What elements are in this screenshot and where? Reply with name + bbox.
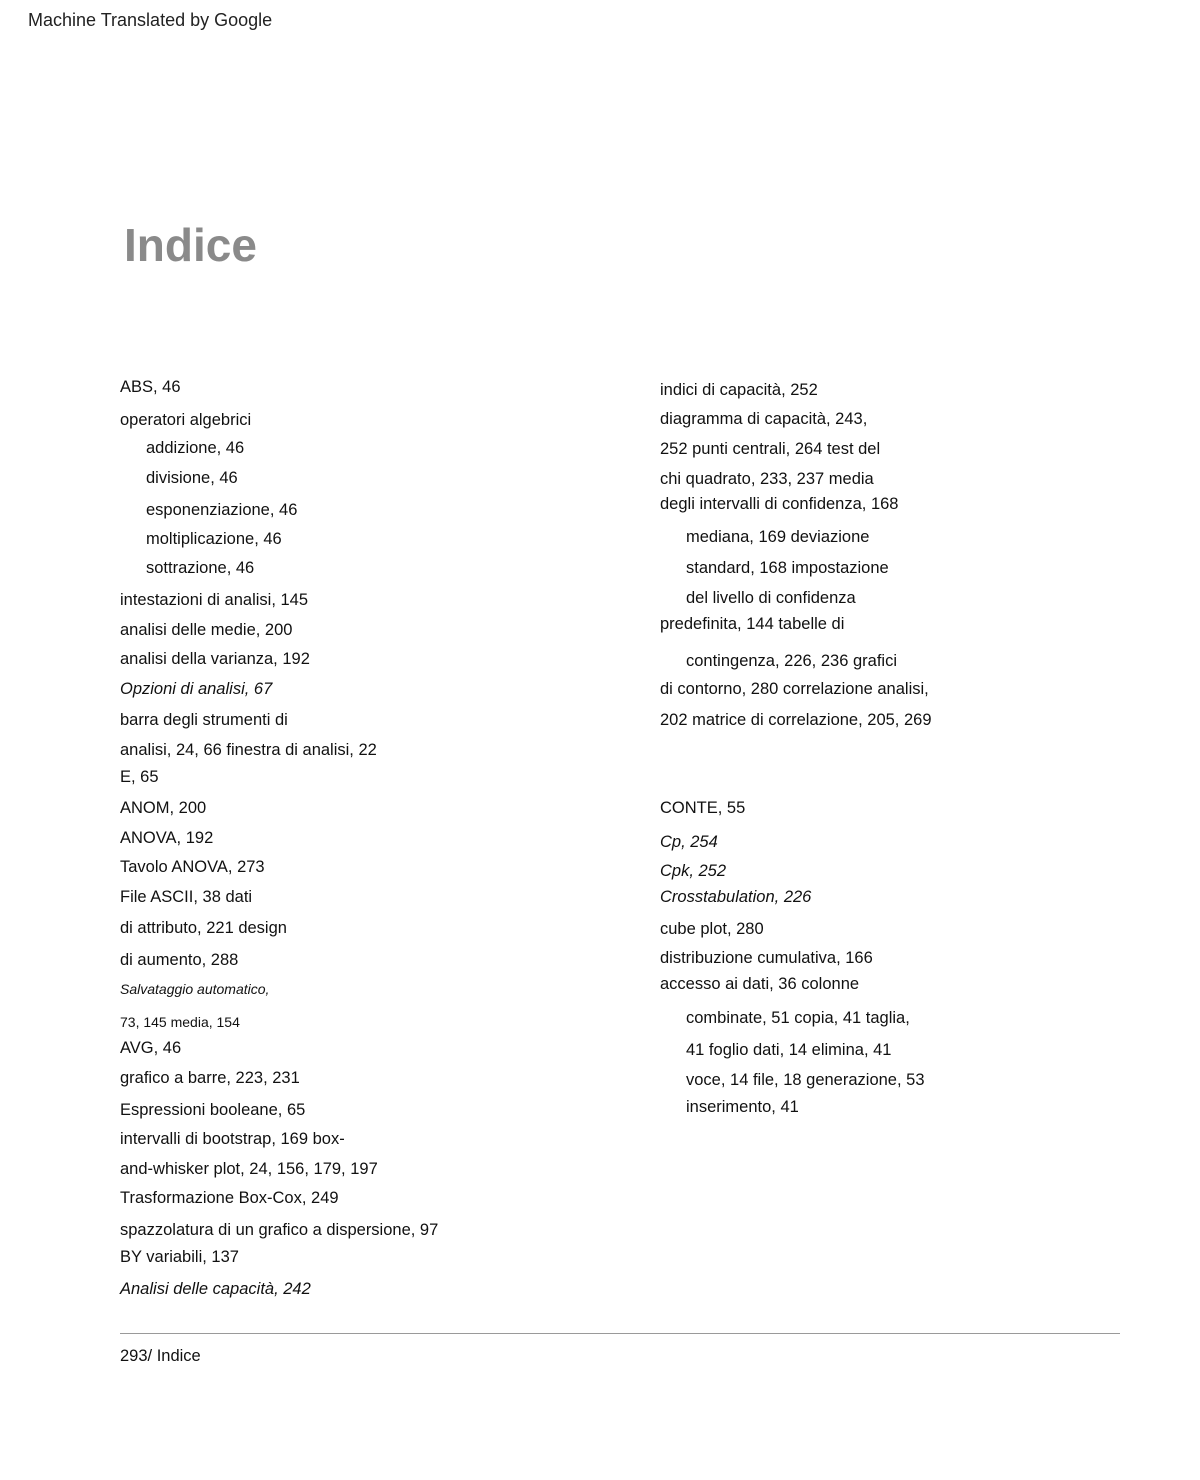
index-subentry: standard, 168 impostazione [686,559,889,577]
index-entry: cube plot, 280 [660,920,764,938]
machine-translation-banner: Machine Translated by Google [28,10,273,30]
index-entry: Trasformazione Box-Cox, 249 [120,1189,339,1207]
page-footer: 293/ Indice [120,1347,201,1365]
index-subentry: divisione, 46 [146,469,238,487]
index-entry: Espressioni booleane, 65 [120,1101,306,1119]
index-entry: barra degli strumenti di [120,711,288,729]
index-entry: distribuzione cumulativa, 166 [660,949,873,967]
index-subentry: voce, 14 file, 18 generazione, 53 [686,1071,925,1089]
index-entry: di contorno, 280 correlazione analisi, [660,680,929,698]
index-subentry: combinate, 51 copia, 41 taglia, [686,1009,910,1027]
index-entry: indici di capacità, 252 [660,381,818,399]
index-entry: chi quadrato, 233, 237 media [660,470,874,488]
index-entry: 252 punti centrali, 264 test del [660,440,881,458]
index-entry: analisi della varianza, 192 [120,650,310,668]
index-entry: degli intervalli di confidenza, 168 [660,495,899,513]
index-subentry: del livello di confidenza [686,589,856,607]
footer-divider [120,1333,1120,1334]
index-entry: operatori algebrici [120,411,252,429]
index-entry: AVG, 46 [120,1039,182,1057]
index-entry: Opzioni di analisi, 67 [120,680,273,698]
index-entry: 202 matrice di correlazione, 205, 269 [660,711,932,729]
index-entry: diagramma di capacità, 243, [660,410,868,428]
index-entry: ANOM, 200 [120,799,207,817]
index-entry: Crosstabulation, 226 [660,888,812,906]
index-entry: File ASCII, 38 dati [120,888,253,906]
index-entry: CONTE, 55 [660,799,746,817]
index-subentry: sottrazione, 46 [146,559,255,577]
index-subentry: addizione, 46 [146,439,245,457]
index-entry: di attributo, 221 design [120,919,287,937]
index-entry: di aumento, 288 [120,951,239,969]
index-entry: 73, 145 media, 154 [120,1014,240,1030]
page-title: Indice [124,219,257,271]
index-entry: intestazioni di analisi, 145 [120,591,309,609]
index-entry: BY variabili, 137 [120,1248,239,1266]
index-entry: E, 65 [120,768,159,786]
index-entry: analisi delle medie, 200 [120,621,293,639]
index-subentry: inserimento, 41 [686,1098,799,1116]
index-subentry: 41 foglio dati, 14 elimina, 41 [686,1041,892,1059]
index-entry: ABS, 46 [120,378,181,396]
index-entry: analisi, 24, 66 finestra di analisi, 22 [120,741,377,759]
index-entry: Cp, 254 [660,833,718,851]
index-entry: spazzolatura di un grafico a dispersione, 97 [120,1221,439,1239]
index-entry: intervalli di bootstrap, 169 box- [120,1130,345,1148]
index-subentry: mediana, 169 deviazione [686,528,870,546]
index-entry: Tavolo ANOVA, 273 [120,858,265,876]
index-subentry: esponenziazione, 46 [146,501,298,519]
index-subentry: contingenza, 226, 236 grafici [686,652,897,670]
index-entry: Cpk, 252 [660,862,727,880]
index-entry: grafico a barre, 223, 231 [120,1069,300,1087]
index-entry: and-whisker plot, 24, 156, 179, 197 [120,1160,378,1178]
index-entry: Salvataggio automatico, [120,981,270,997]
index-subentry: moltiplicazione, 46 [146,530,282,548]
index-entry: ANOVA, 192 [120,829,214,847]
index-entry: predefinita, 144 tabelle di [660,615,845,633]
index-entry: accesso ai dati, 36 colonne [660,975,860,993]
index-entry: Analisi delle capacità, 242 [120,1280,311,1298]
